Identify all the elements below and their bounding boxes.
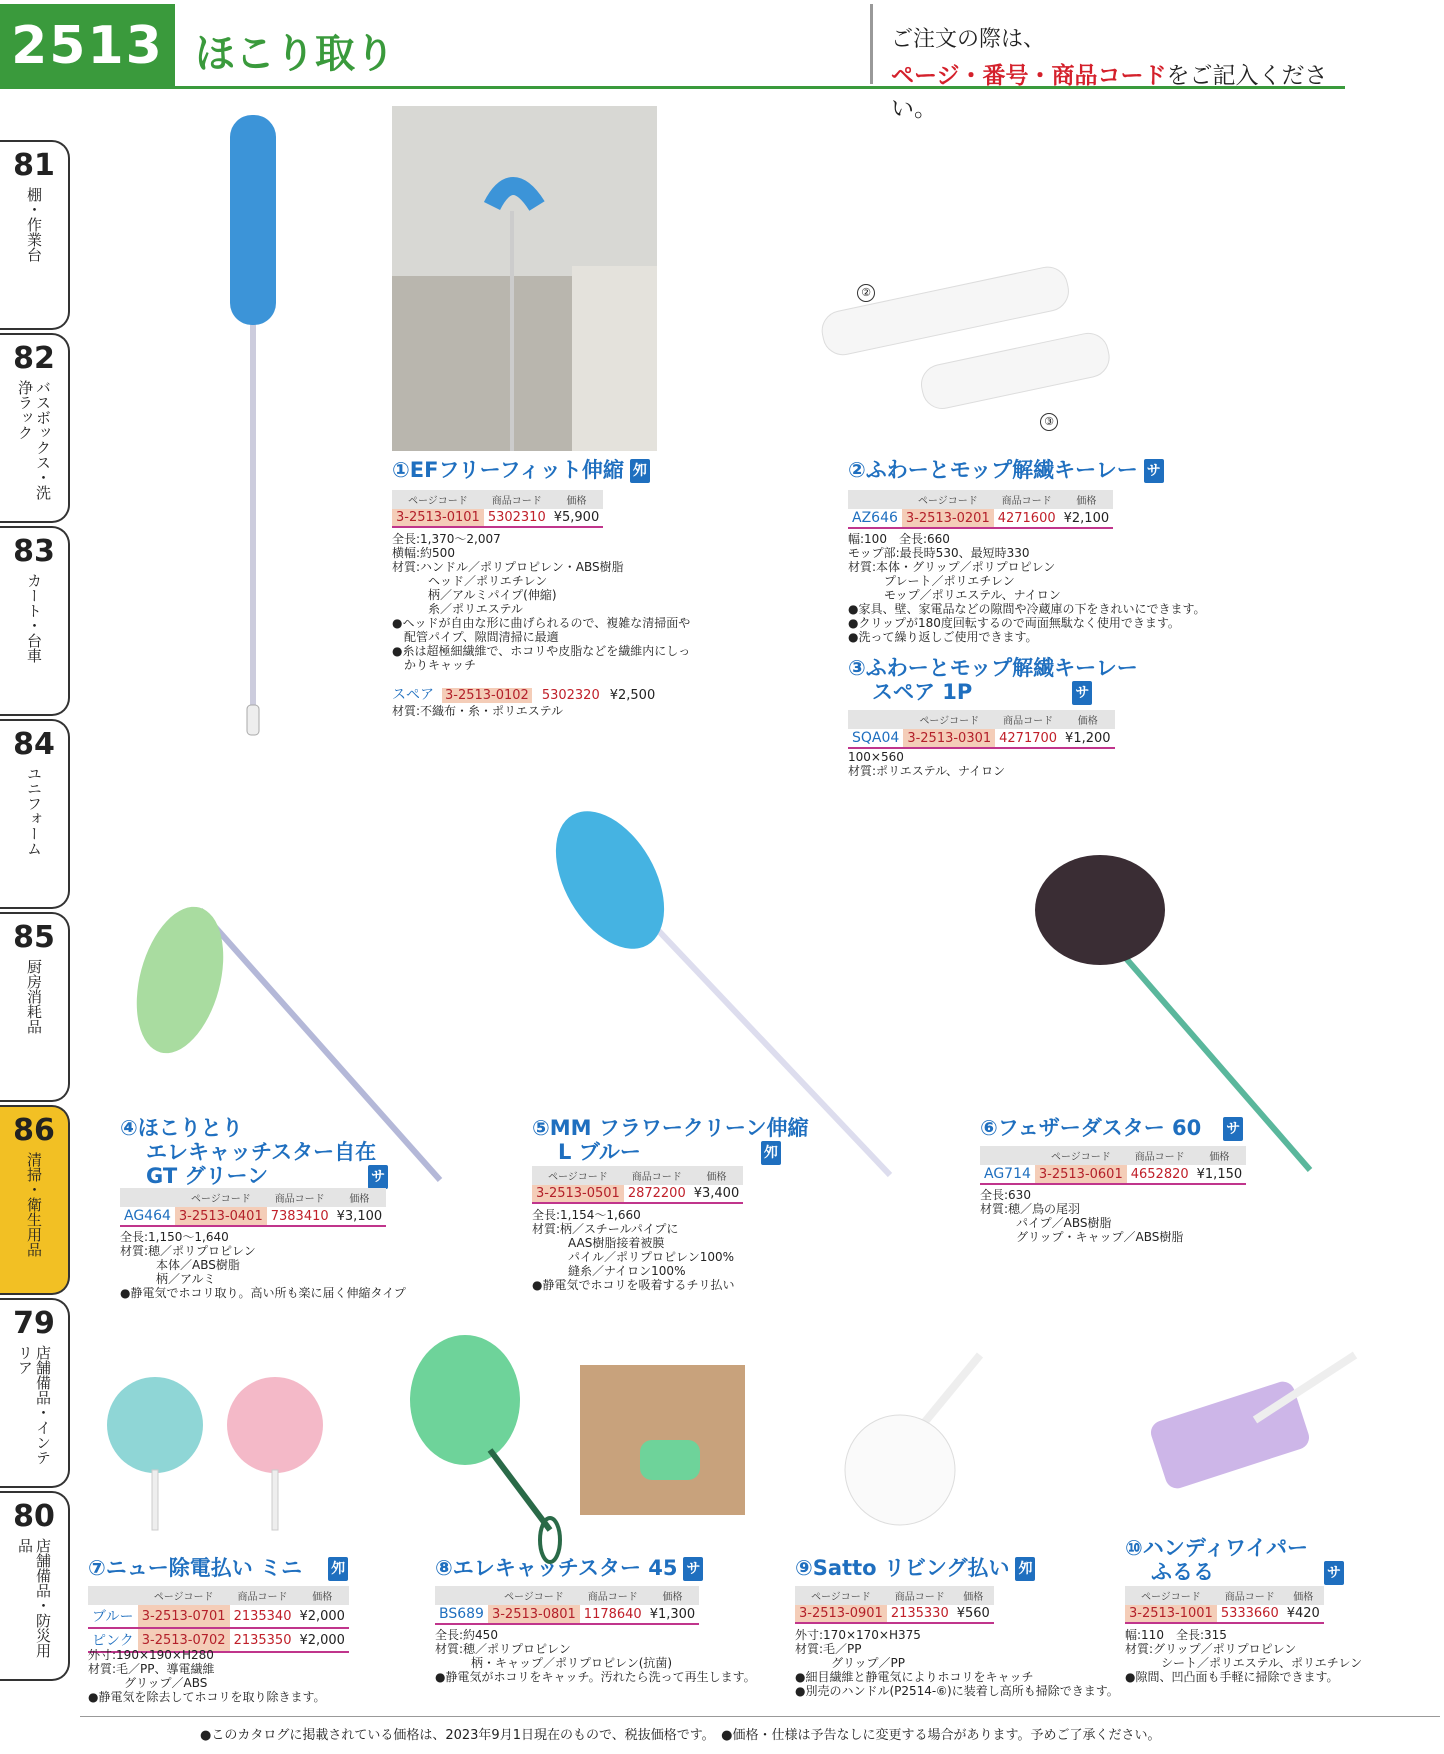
tab-num: 83 (13, 534, 55, 569)
product-1-desc: 全長:1,370～2,007 横幅:約500 材質:ハンドル／ポリプロピレン・ABS樹脂 ヘッド／ポリエチレン 柄／アルミパイプ(伸縮) 糸／ポリエステル ●ヘッドが自由な形に曲げられるので、複雑な清掃面や 配管パイプ、隙間清掃に最適 ●糸は超極細繊維で、ホコリや皮脂などを繊維内にしっ かりキャッチ (392, 532, 691, 672)
label-3: ③ (1040, 413, 1058, 431)
product-3-title (848, 656, 1138, 705)
product-code: 1178640 (580, 1605, 646, 1624)
tab-label: 棚・作業台 (25, 187, 43, 262)
vendor-badge: サ (1072, 681, 1092, 705)
page-code: 3-2513-0702 (138, 1628, 230, 1652)
page-code: 3-2513-1001 (1125, 1605, 1217, 1623)
title-text-2: エレキャッチスター自在 (146, 1140, 377, 1164)
table-row (848, 729, 1115, 748)
col-page-code: ページコード (1035, 1146, 1127, 1165)
variant: ピンク (88, 1628, 138, 1652)
wiper-image-10 (1135, 1350, 1365, 1510)
product-10-table (1125, 1586, 1324, 1624)
variant: ブルー (88, 1605, 138, 1628)
product-4-table (120, 1188, 386, 1227)
col-page-code: ページコード (138, 1586, 230, 1605)
tab-num: 81 (13, 148, 55, 183)
product-code: 5302310 (484, 509, 550, 527)
product-3-desc: 100×560 材質:ポリエステル、ナイロン (848, 750, 1006, 778)
col-price: 価格 (690, 1166, 744, 1185)
title-text-2: L ブルー 夘 (532, 1140, 808, 1165)
col-product-code: 商品コード (624, 1166, 690, 1185)
page-code: 3-2513-0301 (903, 729, 995, 748)
price: ¥2,000 (295, 1605, 349, 1628)
col-page-code: ページコード (392, 490, 484, 509)
page-code: 3-2513-0501 (532, 1185, 624, 1203)
label-2: ② (857, 284, 875, 302)
notice-line1: ご注文の際は、 (891, 27, 1046, 52)
title-text: ③ふわーとモップ解繊キーレー (848, 656, 1138, 680)
price: ¥2,000 (295, 1628, 349, 1652)
variant: SQA04 (848, 729, 903, 748)
spare-code: 5302320 (541, 688, 600, 703)
product-5-title (532, 1116, 808, 1165)
tab-label: 厨房消耗品 (25, 959, 43, 1034)
product-7-title (88, 1556, 348, 1581)
product-code: 5333660 (1217, 1605, 1283, 1623)
title-text: ⑩ハンディワイパー (1125, 1536, 1309, 1560)
page-code: 3-2513-0401 (175, 1207, 267, 1226)
product-code: 4271600 (994, 509, 1060, 528)
product-8-desc: 全長:約450 材質:穂／ポリプロピレン 柄・キャップ／ポリプロピレン(抗菌) ●静電気がホコリをキャッチ。汚れたら洗って再生します。 (435, 1628, 756, 1684)
tab-num: 82 (13, 341, 55, 376)
tab-84[interactable] (0, 719, 70, 909)
variant: BS689 (435, 1605, 488, 1624)
product-code: 7383410 (267, 1207, 333, 1226)
tab-label: 店舗備品・防災用品 (16, 1538, 52, 1658)
vendor-badge: 夘 (761, 1141, 781, 1165)
col-price: 価格 (1283, 1586, 1324, 1605)
title-text: ⑨Satto リビング払い (795, 1556, 1010, 1580)
tab-82[interactable] (0, 333, 70, 523)
table-row (435, 1605, 699, 1624)
tab-num: 79 (13, 1306, 55, 1341)
price: ¥560 (953, 1605, 994, 1623)
vendor-badge: サ (368, 1165, 388, 1189)
footer-note: ●このカタログに掲載されている価格は、2023年9月1日現在のもので、税抜価格です。 ●価格・仕様は予告なしに変更する場合があります。予めご了承ください。 (200, 1728, 1161, 1743)
table-row (848, 509, 1113, 528)
vendor-badge: サ (1223, 1117, 1243, 1141)
price: ¥1,300 (646, 1605, 700, 1624)
tab-label: 清掃・衛生用品 (25, 1152, 43, 1257)
ceiling-photo (392, 106, 657, 451)
col-product-code: 商品コード (267, 1188, 333, 1207)
table-row (980, 1165, 1246, 1184)
table-row (88, 1605, 349, 1628)
tab-83[interactable] (0, 526, 70, 716)
product-4-title (120, 1116, 388, 1189)
order-notice (870, 4, 1345, 122)
tab-label: 店舗備品・インテリア (16, 1345, 52, 1465)
vendor-badge: 夘 (630, 459, 650, 483)
col-price: 価格 (1193, 1146, 1247, 1165)
product-10-desc: 幅:110 全長:315 材質:グリップ／ポリプロピレン シート／ポリエステル、ポリエチレン ●隙間、凹凸面も手軽に掃除できます。 (1125, 1628, 1363, 1684)
col-price: 価格 (550, 490, 604, 509)
product-4-desc: 全長:1,150～1,640 材質:穂／ポリプロピレン 本体／ABS樹脂 柄／アルミ ●静電気でホコリ取り。高い所も楽に届く伸縮タイプ (120, 1230, 406, 1300)
product-8-title (435, 1556, 703, 1581)
vendor-badge: サ (1324, 1561, 1344, 1585)
table-row (532, 1185, 743, 1203)
page-code: 3-2513-0601 (1035, 1165, 1127, 1184)
variant: AG714 (980, 1165, 1035, 1184)
vendor-badge: 夘 (1015, 1557, 1035, 1581)
tab-79[interactable] (0, 1298, 70, 1488)
product-1-title (392, 458, 650, 483)
col-product-code: 商品コード (995, 710, 1061, 729)
col-product-code: 商品コード (1127, 1146, 1193, 1165)
duster-image-8 (400, 1330, 570, 1570)
page-code: 3-2513-0801 (488, 1605, 580, 1624)
col-price: 価格 (295, 1586, 349, 1605)
title-text: ①EFフリーフィット伸縮 (392, 458, 624, 482)
title-text-3: GT グリーン サ (120, 1164, 388, 1189)
table-row (392, 509, 603, 527)
product-8-table (435, 1586, 699, 1625)
col-page-code: ページコード (532, 1166, 624, 1185)
tab-label: カート・台車 (25, 573, 43, 663)
title-text: ⑦ニュー除電払い ミニ (88, 1556, 303, 1580)
page-title: ほこり取り (195, 31, 395, 77)
product-3-table (848, 710, 1115, 749)
tab-85[interactable] (0, 912, 70, 1102)
product-code: 4652820 (1127, 1165, 1193, 1184)
product-1-table (392, 490, 603, 528)
title-text: ⑧エレキャッチスター 45 (435, 1556, 678, 1580)
tab-label: ユニフォーム (25, 766, 43, 856)
spare-price: ¥2,500 (609, 688, 656, 703)
vendor-badge: サ (683, 1557, 703, 1581)
tab-label: バスボックス・洗浄ラック (16, 380, 52, 500)
duster-image-9 (840, 1350, 1000, 1530)
spare-page-code: 3-2513-0102 (442, 688, 532, 703)
product-6-title (980, 1116, 1243, 1141)
mop-image-2-3 (810, 230, 1110, 440)
col-price: 価格 (953, 1586, 994, 1605)
footer-rule (80, 1716, 1440, 1717)
col-product-code: 商品コード (230, 1586, 296, 1605)
col-page-code: ページコード (903, 710, 995, 729)
col-price: 価格 (333, 1188, 387, 1207)
col-product-code: 商品コード (887, 1586, 953, 1605)
product-1-spare-material: 材質:不織布・糸・ポリエステル (392, 704, 563, 718)
price: ¥3,400 (690, 1185, 744, 1203)
table-row (1125, 1605, 1324, 1623)
notice-line2 (891, 57, 1345, 123)
col-product-code: 商品コード (580, 1586, 646, 1605)
vendor-badge: 夘 (328, 1557, 348, 1581)
price: ¥5,900 (550, 509, 604, 527)
col-page-code: ページコード (1125, 1586, 1217, 1605)
variant: AZ646 (848, 509, 902, 528)
duster-image-7 (100, 1370, 340, 1540)
page-code: 3-2513-0701 (138, 1605, 230, 1628)
tab-num: 85 (13, 920, 55, 955)
page-code: 3-2513-0201 (902, 509, 994, 528)
product-code: 2135330 (887, 1605, 953, 1623)
product-7-desc: 外寸:190×190×H280 材質:毛／PP、導電繊維 グリップ／ABS ●静電気を除去してホコリを取り除きます。 (88, 1648, 326, 1704)
price: ¥420 (1283, 1605, 1324, 1623)
product-code: 2135350 (230, 1628, 296, 1652)
product-code: 2872200 (624, 1185, 690, 1203)
page-number: 2513 (0, 4, 175, 88)
col-page-code: ページコード (795, 1586, 887, 1605)
title-text-2: ふるる サ (1125, 1560, 1344, 1585)
spare-label: スペア (392, 687, 434, 703)
vendor-badge: サ (1144, 459, 1164, 483)
price: ¥2,100 (1060, 509, 1114, 528)
title-text: ⑥フェザーダスター 60 (980, 1116, 1202, 1140)
tab-86[interactable] (0, 1105, 70, 1295)
price: ¥1,150 (1193, 1165, 1247, 1184)
col-price: 価格 (1060, 490, 1114, 509)
col-price: 価格 (1061, 710, 1115, 729)
tab-81[interactable] (0, 140, 70, 330)
notice-rest: をご記入ください。 (891, 63, 1328, 122)
product-6-table (980, 1146, 1246, 1185)
product-2-title (848, 458, 1164, 483)
product-2-table (848, 490, 1113, 529)
product-9-desc: 外寸:170×170×H375 材質:毛／PP グリップ／PP ●細目繊維と静電気によりホコリをキャッチ ●別売のハンドル(P2514-⑥)に装着し高所も掃除できます。 (795, 1628, 1119, 1698)
page-code: 3-2513-0901 (795, 1605, 887, 1623)
product-1-spare (392, 684, 655, 704)
title-text: ⑤MM フラワークリーン伸縮 (532, 1116, 809, 1140)
product-2-desc: 幅:100 全長:660 モップ部:最長時530、最短時330 材質:本体・グリップ／ポリプロピレン プレート／ポリエチレン モップ／ポリエステル、ナイロン ●家具、壁、家電品などの隙間や冷蔵庫の下をきれいにできます。 ●クリップが180度回転するので両面無駄なく使用できます。 ●洗って繰り返しご使用できます。 (848, 532, 1206, 644)
product-6-desc: 全長:630 材質:穂／鳥の尾羽 パイプ／ABS樹脂 グリップ・キャップ／ABS樹脂 (980, 1188, 1184, 1244)
table-row (120, 1207, 386, 1226)
col-page-code: ページコード (488, 1586, 580, 1605)
title-text: ④ほこりとり (120, 1116, 243, 1140)
product-7-table (88, 1586, 349, 1653)
product-9-table (795, 1586, 994, 1624)
variant: AG464 (120, 1207, 175, 1226)
tab-num: 80 (13, 1499, 55, 1534)
col-product-code: 商品コード (1217, 1586, 1283, 1605)
price: ¥3,100 (333, 1207, 387, 1226)
product-5-desc: 全長:1,154～1,660 材質:柄／スチールパイプに AAS樹脂接着被膜 パイル／ポリプロピレン100% 縫糸／ナイロン100% ●静電気でホコリを吸着するチリ払い (532, 1208, 735, 1292)
col-page-code: ページコード (175, 1188, 267, 1207)
product-5-table (532, 1166, 743, 1204)
tab-num: 86 (13, 1113, 55, 1148)
col-price: 価格 (646, 1586, 700, 1605)
col-page-code: ページコード (902, 490, 994, 509)
title-text: ②ふわーとモップ解繊キーレー (848, 458, 1138, 482)
duster-image-1 (200, 105, 310, 740)
col-product-code: 商品コード (994, 490, 1060, 509)
notice-red: ページ・番号・商品コード (891, 63, 1167, 89)
product-code: 4271700 (995, 729, 1061, 748)
table-row (795, 1605, 994, 1623)
product-9-title (795, 1556, 1035, 1581)
tab-80[interactable] (0, 1491, 70, 1681)
tab-num: 84 (13, 727, 55, 762)
title-text-2: スペア 1P サ (848, 680, 1138, 705)
col-product-code: 商品コード (484, 490, 550, 509)
product-code: 2135340 (230, 1605, 296, 1628)
price: ¥1,200 (1061, 729, 1115, 748)
usage-photo-8 (580, 1365, 745, 1515)
product-10-title (1125, 1536, 1344, 1585)
page-code: 3-2513-0101 (392, 509, 484, 527)
